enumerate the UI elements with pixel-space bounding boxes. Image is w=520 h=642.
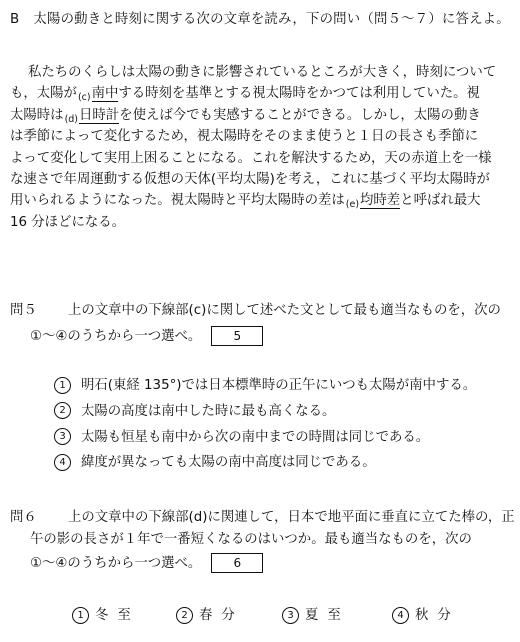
- passage-line: 私たちのくらしは太陽の動きに影響されているところが大きく，時刻について: [28, 65, 497, 80]
- answer-box-5[interactable]: 5: [211, 326, 263, 346]
- passage-line: [10, 105, 510, 126]
- option-number: 2: [176, 607, 193, 624]
- question-5-line2: [10, 326, 501, 348]
- option-number: 3: [282, 607, 299, 624]
- option-text: 春分: [199, 608, 244, 623]
- passage: [10, 62, 510, 233]
- option-number: 1: [54, 377, 71, 394]
- question-6-line3: [10, 553, 515, 575]
- passage-text: 用いられるようになった。視太陽時と平均太陽時の差は: [10, 193, 345, 209]
- question-6-text: 上の文章中の下線部(d)に関連して，日本で地平面に垂直に立てた棒の，正: [68, 510, 515, 525]
- passage-line: は季節によって変化するため，視太陽時をそのまま使うと１日の長さも季節に: [10, 129, 479, 145]
- passage-text: する時刻を基準とする視太陽時をかつては利用していた。視: [118, 86, 480, 102]
- passage-line: [10, 190, 510, 211]
- passage-line: 16 分ほどになる。: [10, 214, 126, 230]
- question-5-text: ①～④のうちから一つ選べ。: [30, 329, 202, 344]
- option-item[interactable]: [54, 425, 476, 451]
- underlined-term-e: 均時差: [360, 193, 401, 209]
- option-text: 冬至: [95, 608, 140, 623]
- question-6-line1: [10, 507, 515, 529]
- option-number: 4: [392, 607, 409, 624]
- passage-text: 太陽時は: [10, 107, 64, 123]
- option-text: 明石(東経 135°)では日本標準時の正午にいつも太陽が南中する。: [81, 378, 477, 393]
- option-item[interactable]: [54, 450, 476, 476]
- option-text: 緯度が異なっても太陽の南中高度は同じである。: [81, 455, 376, 471]
- section-intro: 太陽の動きと時刻に関する次の文章を読み，下の問い（問５～７）に答えよ。: [33, 12, 510, 27]
- option-number: 3: [54, 428, 71, 445]
- question-6-line2: [10, 529, 515, 551]
- option-item[interactable]: [392, 604, 460, 624]
- passage-text: も，太陽が: [10, 86, 77, 102]
- question-5-options: [54, 373, 476, 476]
- option-number: 2: [54, 402, 71, 419]
- question-5-number: 問５: [10, 303, 37, 318]
- question-5-text: 上の文章中の下線部(c)に関して述べた文として最も適当なものを，次の: [68, 303, 501, 318]
- underlined-term-c: 南中: [91, 86, 119, 102]
- underline-marker-e: (e): [345, 199, 360, 211]
- underline-marker-c: (c): [77, 92, 91, 104]
- section-header: [10, 8, 510, 27]
- option-text: 太陽も恒星も南中から次の南中までの時間は同じである。: [81, 429, 430, 445]
- section-letter: B: [10, 12, 20, 27]
- answer-box-6[interactable]: 6: [211, 553, 263, 573]
- passage-line: な速さで年周運動する仮想の天体(平均太陽)を考え，これに基づく平均太陽時が: [10, 171, 490, 187]
- passage-text: を使えば今でも実感することができる。しかし，太陽の動き: [119, 107, 481, 123]
- option-text: 太陽の高度は南中した時に最も高くなる。: [81, 403, 336, 419]
- question-6-text: ①～④のうちから一つ選べ。: [30, 556, 202, 571]
- underlined-term-d: 日時計: [79, 107, 120, 123]
- option-text: 秋分: [415, 608, 460, 623]
- option-item[interactable]: [54, 399, 476, 425]
- question-6-text: 午の影の長さが１年で一番短くなるのはいつか。最も適当なものを，次の: [30, 532, 472, 547]
- passage-line: [10, 83, 510, 104]
- question-6: [10, 507, 515, 575]
- option-item[interactable]: [54, 373, 476, 399]
- question-5-line1: [10, 300, 501, 322]
- option-item[interactable]: [282, 604, 350, 624]
- option-item[interactable]: [72, 604, 140, 624]
- option-text: 夏至: [305, 608, 350, 623]
- question-6-number: 問６: [10, 510, 37, 525]
- option-item[interactable]: [176, 604, 244, 624]
- passage-line: よって変化して実用上困ることになる。これを解決するため，天の赤道上を一様: [10, 150, 492, 166]
- question-5: [10, 300, 501, 348]
- option-number: 4: [54, 454, 71, 471]
- underline-marker-d: (d): [64, 113, 79, 125]
- passage-text: と呼ばれ最大: [400, 193, 481, 209]
- option-number: 1: [72, 607, 89, 624]
